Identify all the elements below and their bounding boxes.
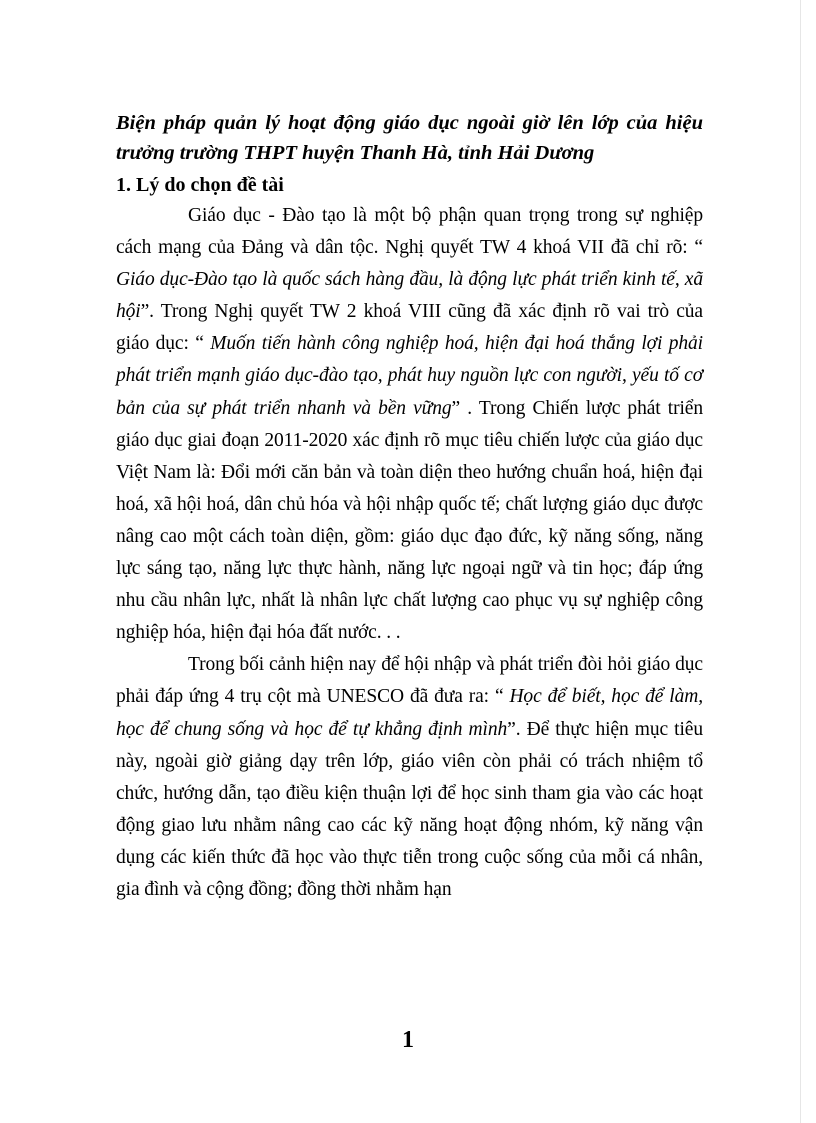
document-page: [116, 108, 703, 906]
page-edge-rule: [800, 0, 801, 1123]
paragraph-1-quote-2: Muốn tiến hành công nghiệp hoá, hiện đại hoá thắng lợi phải phát triển mạnh giáo dục-đào tạo, phát huy nguồn lực con người, yếu tố cơ bản của sự phát triển nhanh và bền vững: [116, 333, 703, 419]
paragraph-1-text-3: ” . Trong Chiến lược phát triển giáo dục giai đoạn 2011-2020 xác định rõ mục tiêu chiến lược của giáo dục Việt Nam là: Đổi mới căn bản và toàn diện theo hướng chuẩn hoá, hiện đại hoá, xã hội hoá, dân chủ hóa và hội nhập quốc tế; chất lượng giáo dục được nâng cao một cách toàn diện, gồm: giáo dục đạo đức, kỹ năng sống, năng lực sáng tạo, năng lực thực hành, năng lực ngoại ngữ và tin học; đáp ứng nhu cầu nhân lực, nhất là nhân lực chất lượng cao phục vụ sự nghiệp công nghiệp hóa, hiện đại hóa đất nước. . .: [116, 397, 704, 644]
paragraph-1-text-1: Giáo dục - Đào tạo là một bộ phận quan trọng trong sự nghiệp cách mạng của Đảng và dân tộc. Nghị quyết TW 4 khoá VII đã chỉ rõ: “: [116, 205, 703, 259]
paragraph-2-quote-1: Học để biết, học để làm, học để chung sống và học để tự khẳng định mình: [116, 686, 703, 740]
section-heading: 1. Lý do chọn đề tài: [116, 174, 284, 196]
paragraph-1: [116, 200, 703, 649]
paragraph-2-text-2: ”. Để thực hiện mục tiêu này, ngoài giờ giảng dạy trên lớp, giáo viên còn phải có trách nhiệm tổ chức, hướng dẫn, tạo điều kiện thuận lợi để học sinh tham gia vào các hoạt động giao lưu nhằm nâng cao các kỹ năng hoạt động nhóm, kỹ năng vận dụng các kiến thức đã học vào thực tiễn trong cuộc sống của mỗi cá nhân, gia đình và cộng đồng; đồng thời nhằm hạn: [116, 718, 703, 900]
paragraph-2-text-1: Trong bối cảnh hiện nay để hội nhập và phát triển đòi hỏi giáo dục phải đáp ứng 4 trụ cột mà UNESCO đã đưa ra: “: [116, 654, 703, 708]
document-title: Biện pháp quản lý hoạt động giáo dục ngoài giờ lên lớp của hiệu trưởng trường THPT huyện Thanh Hà, tỉnh Hải Dương: [116, 112, 703, 164]
paragraph-1-quote-1: Giáo dục-Đào tạo là quốc sách hàng đầu, là động lực phát triển kinh tế, xã hội: [116, 269, 703, 323]
page-number: 1: [402, 1027, 414, 1053]
paragraph-2: [116, 649, 703, 906]
paragraph-1-text-2: ”. Trong Nghị quyết TW 2 khoá VIII cũng đã xác định rõ vai trò của giáo dục: “: [116, 301, 703, 355]
